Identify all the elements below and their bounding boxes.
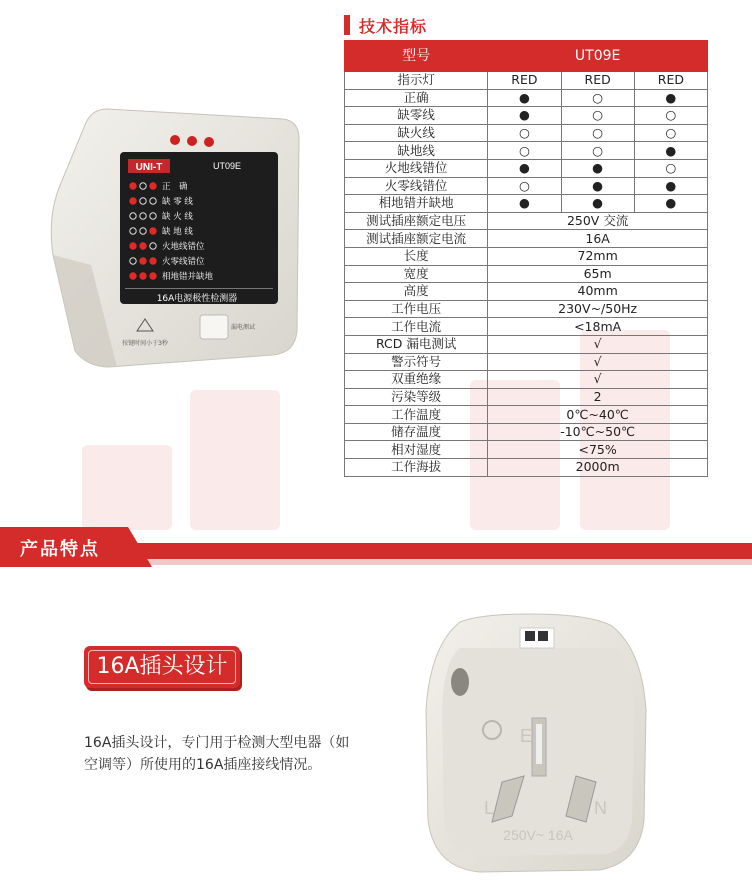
spec-row-value: <75%	[488, 441, 708, 459]
device-legend-item: 正 确	[162, 182, 188, 192]
spec-cell: ●	[634, 142, 707, 160]
spec-row	[345, 371, 708, 389]
spec-row-value: 2000m	[488, 459, 708, 477]
device-legend-item: 火地线错位	[162, 242, 205, 252]
spec-cell: ●	[634, 195, 707, 213]
spec-row-value: √	[488, 353, 708, 371]
spec-cell: ○	[561, 124, 634, 142]
rating-label: 250V~ 16A	[503, 827, 573, 843]
spec-row	[345, 72, 708, 90]
feature-title: 16A插头设计	[84, 646, 240, 688]
spec-row-value: 40mm	[488, 283, 708, 301]
spec-section-title: 技术指标	[359, 16, 428, 36]
spec-row-label: 工作电压	[345, 300, 488, 318]
spec-cell: ●	[634, 177, 707, 195]
spec-cell: ○	[561, 142, 634, 160]
device-model: UT09E	[212, 161, 242, 171]
spec-row-value: -10℃~50℃	[488, 423, 708, 441]
device-legend-item: 火零线错位	[162, 257, 205, 267]
spec-row	[345, 124, 708, 142]
spec-row	[345, 142, 708, 160]
device-brand: UNI-T	[135, 162, 163, 173]
spec-row	[345, 459, 708, 477]
spec-cell: ○	[488, 142, 561, 160]
spec-row	[345, 212, 708, 230]
spec-row	[345, 423, 708, 441]
spec-row-value: 250V 交流	[488, 212, 708, 230]
spec-row-label: RCD 漏电测试	[345, 335, 488, 353]
model-value: UT09E	[488, 41, 708, 72]
spec-cell: ●	[488, 107, 561, 125]
indicator-dot	[150, 273, 156, 279]
spec-row-label: 工作温度	[345, 406, 488, 424]
spec-cell: RED	[561, 72, 634, 90]
spec-row-label: 宽度	[345, 265, 488, 283]
earth-label: E	[520, 726, 533, 746]
indicator-dot	[130, 183, 136, 189]
spec-row-label: 测试插座额定电流	[345, 230, 488, 248]
device-legend-item: 缺 火 线	[162, 212, 193, 222]
spec-row-label: 指示灯	[345, 72, 488, 90]
spec-row-label: 污染等级	[345, 388, 488, 406]
indicator-dot	[150, 183, 156, 189]
spec-cell: ○	[634, 124, 707, 142]
spec-row	[345, 388, 708, 406]
spec-row-label: 火地线错位	[345, 159, 488, 177]
indicator-dot	[130, 198, 136, 204]
banner-stripe	[0, 527, 752, 567]
spec-cell: ○	[488, 177, 561, 195]
feature-description: 16A插头设计，专门用于检测大型电器（如空调等）所使用的16A插座接线情况。	[84, 735, 350, 773]
spec-cell: ○	[488, 124, 561, 142]
spec-cell: ○	[634, 107, 707, 125]
spec-row	[345, 353, 708, 371]
feature-banner	[0, 527, 752, 567]
spec-row-value: √	[488, 335, 708, 353]
spec-row-label: 工作电流	[345, 318, 488, 336]
spec-cell: ●	[634, 89, 707, 107]
spec-row-label: 警示符号	[345, 353, 488, 371]
spec-row-label: 缺火线	[345, 124, 488, 142]
spec-row	[345, 195, 708, 213]
spec-row-value: 2	[488, 388, 708, 406]
spec-row-label: 长度	[345, 247, 488, 265]
spec-cell: ●	[561, 159, 634, 177]
spec-row-value: 0℃~40℃	[488, 406, 708, 424]
spec-cell: ○	[561, 89, 634, 107]
spec-row	[345, 300, 708, 318]
spec-row-label: 正确	[345, 89, 488, 107]
tester-front-image	[47, 105, 303, 375]
banner-title: 产品特点	[20, 539, 100, 560]
spec-table	[344, 40, 708, 477]
spec-row	[345, 247, 708, 265]
indicator-dot	[130, 273, 136, 279]
spec-row	[345, 318, 708, 336]
spec-row	[345, 406, 708, 424]
spec-cell: ●	[488, 195, 561, 213]
neutral-label: N	[594, 798, 607, 818]
spec-row	[345, 107, 708, 125]
spec-row-label: 工作海拔	[345, 459, 488, 477]
spec-row-value: 16A	[488, 230, 708, 248]
device-legend-item: 缺 地 线	[162, 227, 193, 237]
spec-row-label: 相对湿度	[345, 441, 488, 459]
device-warning: 按键时间小于3秒	[122, 340, 168, 347]
spec-row-label: 储存温度	[345, 423, 488, 441]
spec-row	[345, 265, 708, 283]
spec-row-label: 相地错并缺地	[345, 195, 488, 213]
spec-cell: ●	[561, 177, 634, 195]
spec-row-label: 火零线错位	[345, 177, 488, 195]
indicator-dot	[130, 243, 136, 249]
device-legend-item: 相地错并缺地	[162, 272, 214, 282]
spec-row-label: 缺零线	[345, 107, 488, 125]
spec-row-value: <18mA	[488, 318, 708, 336]
spec-row	[345, 177, 708, 195]
spec-cell: ●	[561, 195, 634, 213]
spec-cell: RED	[488, 72, 561, 90]
spec-row-label: 双重绝缘	[345, 371, 488, 389]
device-legend-item: 缺 零 线	[162, 197, 193, 207]
spec-cell: ○	[561, 107, 634, 125]
spec-row-label: 高度	[345, 283, 488, 301]
spec-row	[345, 230, 708, 248]
spec-row-value: 65m	[488, 265, 708, 283]
indicator-dot	[140, 258, 146, 264]
spec-row	[345, 89, 708, 107]
spec-row	[345, 159, 708, 177]
spec-cell: ●	[488, 89, 561, 107]
indicator-dot	[140, 243, 146, 249]
device-button-label: 漏电测试	[230, 324, 256, 331]
spec-cell: ●	[488, 159, 561, 177]
spec-row-label: 测试插座额定电压	[345, 212, 488, 230]
spec-cell: ○	[634, 159, 707, 177]
indicator-dot	[140, 273, 146, 279]
spec-row-value: 230V~/50Hz	[488, 300, 708, 318]
spec-header-row	[345, 41, 708, 72]
spec-row	[345, 283, 708, 301]
tester-plug-image	[420, 600, 650, 880]
spec-row	[345, 441, 708, 459]
spec-row-label: 缺地线	[345, 142, 488, 160]
background-decoration	[82, 445, 172, 530]
indicator-dot	[150, 258, 156, 264]
accent-bar	[344, 15, 350, 35]
spec-row	[345, 335, 708, 353]
spec-section-header	[344, 12, 427, 38]
model-label: 型号	[345, 41, 488, 72]
device-caption: 16A电源极性检测器	[156, 294, 238, 304]
live-label: L	[484, 798, 495, 818]
spec-row-value: 72mm	[488, 247, 708, 265]
spec-row-value: √	[488, 371, 708, 389]
spec-cell: RED	[634, 72, 707, 90]
background-decoration	[190, 445, 280, 530]
indicator-dot	[150, 228, 156, 234]
